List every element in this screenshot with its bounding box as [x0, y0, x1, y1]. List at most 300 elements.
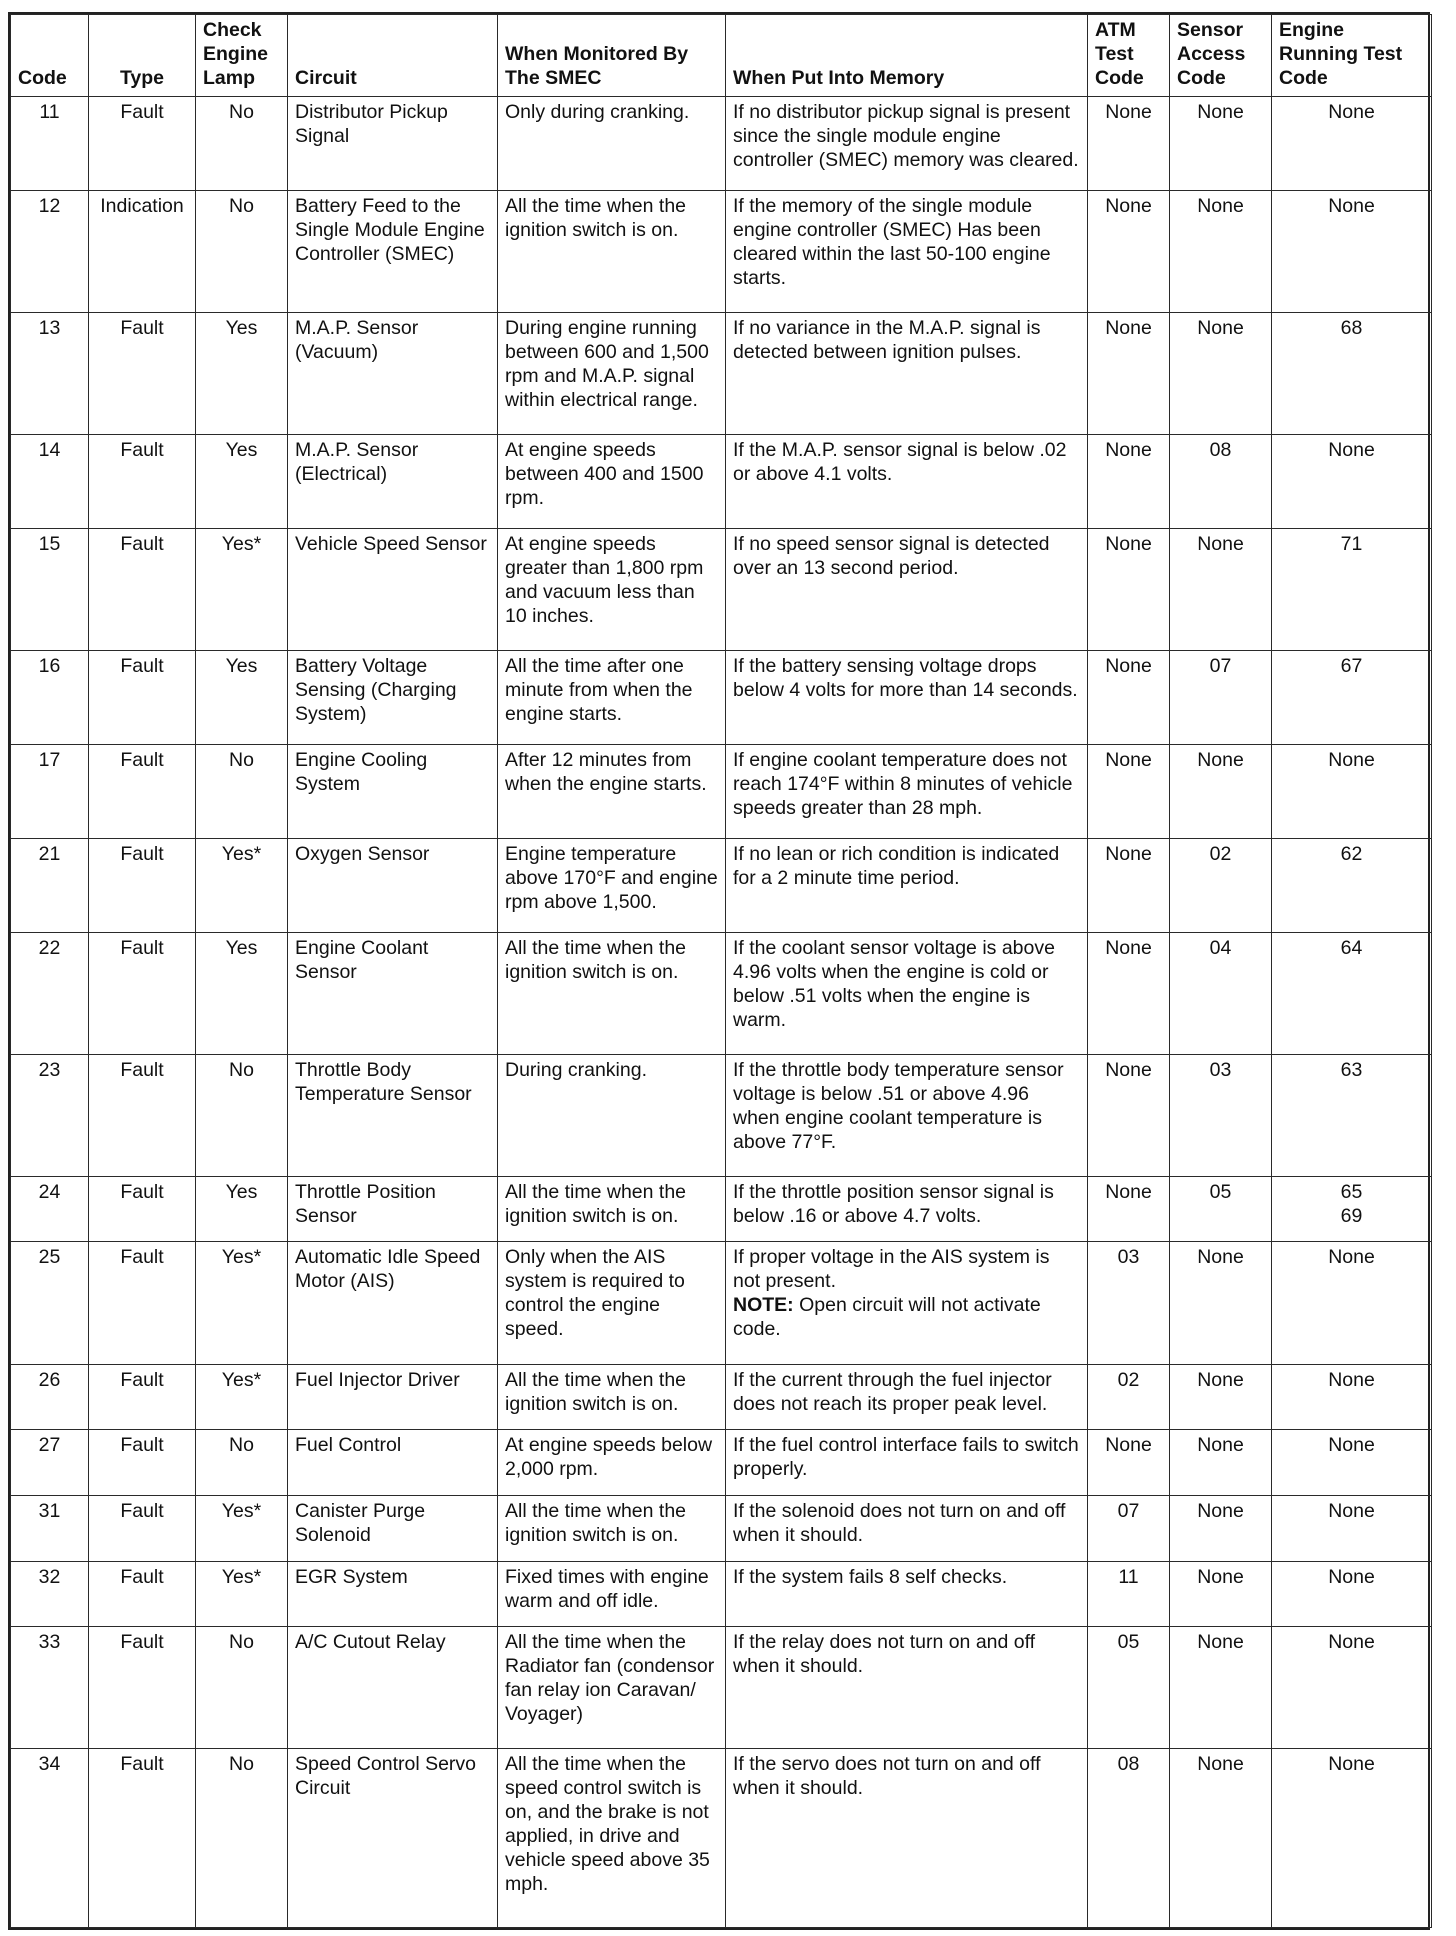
- cell-when-put-into-memory-text: If proper voltage in the AIS system is not present.: [733, 1246, 1050, 1293]
- cell-code-text: 16: [38, 654, 61, 677]
- cell-when-put-into-memory: [726, 1561, 1088, 1627]
- cell-check-engine-lamp: [196, 1364, 288, 1430]
- table-row: [11, 97, 1432, 191]
- cell-circuit: [288, 1364, 498, 1430]
- cell-when-monitored-text: All the time when the ignition switch is on.: [505, 1180, 687, 1227]
- cell-check-engine-lamp-text: Yes*: [221, 532, 262, 555]
- cell-check-engine-lamp: [196, 528, 288, 650]
- cell-sensor-access-code-text: 03: [1209, 1058, 1232, 1081]
- cell-circuit-text: Throttle Body Temperature Sensor: [295, 1058, 472, 1105]
- cell-atm-test-code-text: None: [1105, 1058, 1152, 1081]
- cell-engine-running-test-code-text: None: [1328, 194, 1375, 217]
- cell-check-engine-lamp-text: No: [229, 1753, 254, 1776]
- cell-when-put-into-memory-text: If the current through the fuel injector does not reach its proper peak level.: [733, 1368, 1052, 1415]
- cell-circuit: [288, 1054, 498, 1176]
- cell-check-engine-lamp-text: No: [229, 194, 254, 217]
- cell-when-put-into-memory: [726, 312, 1088, 434]
- cell-engine-running-test-code-text: None: [1328, 1434, 1375, 1457]
- cell-type-text: Fault: [120, 1434, 164, 1457]
- cell-when-monitored: [498, 1430, 726, 1496]
- cell-type-text: Fault: [120, 748, 164, 771]
- cell-code: [11, 528, 89, 650]
- cell-check-engine-lamp-text: No: [229, 101, 254, 123]
- cell-circuit-text: Throttle Position Sensor: [295, 1180, 436, 1227]
- cell-engine-running-test-code-text: 63: [1340, 1058, 1363, 1081]
- cell-sensor-access-code: [1170, 312, 1272, 434]
- cell-sensor-access-code: [1170, 744, 1272, 838]
- cell-when-put-into-memory-text: If the system fails 8 self checks.: [733, 1565, 1008, 1588]
- cell-when-monitored-text: All the time when the ignition switch is on.: [505, 1499, 687, 1546]
- cell-circuit: [288, 1176, 498, 1242]
- cell-atm-test-code-text: 02: [1117, 1368, 1140, 1391]
- cell-code: [11, 1054, 89, 1176]
- cell-circuit: [288, 1242, 498, 1364]
- cell-type-text: Fault: [120, 1631, 164, 1654]
- cell-type-text: Indication: [100, 194, 184, 217]
- cell-sensor-access-code-text: None: [1197, 101, 1244, 123]
- cell-when-monitored: [498, 838, 726, 932]
- cell-engine-running-test-code: [1272, 1749, 1432, 1928]
- header-atm-test-code: ATM Test Code: [1088, 15, 1170, 97]
- header-code: Code: [11, 15, 89, 97]
- cell-circuit: [288, 1749, 498, 1928]
- cell-when-put-into-memory: [726, 1242, 1088, 1364]
- cell-code: [11, 838, 89, 932]
- cell-check-engine-lamp: [196, 1561, 288, 1627]
- header-sensor-access-code: Sensor Access Code: [1170, 15, 1272, 97]
- table-row: [11, 650, 1432, 744]
- cell-atm-test-code: [1088, 1430, 1170, 1496]
- cell-atm-test-code-text: None: [1105, 936, 1152, 959]
- table-row: [11, 312, 1432, 434]
- cell-engine-running-test-code-text: None: [1328, 748, 1375, 771]
- cell-when-monitored: [498, 97, 726, 191]
- cell-check-engine-lamp: [196, 1242, 288, 1364]
- cell-check-engine-lamp-text: No: [229, 1058, 254, 1081]
- cell-code-text: 25: [38, 1246, 61, 1269]
- cell-code-text: 33: [38, 1631, 61, 1654]
- fault-code-table: [10, 14, 1432, 1928]
- cell-atm-test-code: [1088, 1176, 1170, 1242]
- cell-check-engine-lamp: [196, 744, 288, 838]
- cell-atm-test-code-text: 11: [1118, 1565, 1139, 1588]
- cell-circuit-text: M.A.P. Sensor (Electrical): [295, 439, 419, 486]
- cell-type-text: Fault: [120, 1368, 164, 1391]
- cell-sensor-access-code-text: None: [1197, 1246, 1244, 1269]
- cell-when-put-into-memory: [726, 1176, 1088, 1242]
- cell-when-put-into-memory-text: If the fuel control interface fails to switch properly.: [733, 1434, 1079, 1481]
- cell-engine-running-test-code-text: None: [1328, 1368, 1375, 1391]
- cell-when-monitored-text: After 12 minutes from when the engine starts.: [505, 748, 707, 795]
- table-row: [11, 1176, 1432, 1242]
- cell-code: [11, 932, 89, 1054]
- cell-engine-running-test-code-text: 71: [1340, 532, 1363, 555]
- cell-engine-running-test-code: [1272, 650, 1432, 744]
- cell-atm-test-code-text: None: [1105, 842, 1152, 865]
- cell-when-put-into-memory-text: If the throttle position sensor signal is below .16 or above 4.7 volts.: [733, 1180, 1054, 1227]
- table-row: [11, 932, 1432, 1054]
- cell-code-text: 14: [38, 439, 61, 462]
- cell-engine-running-test-code: [1272, 1176, 1432, 1242]
- cell-sensor-access-code: [1170, 97, 1272, 191]
- cell-check-engine-lamp: [196, 435, 288, 529]
- cell-when-monitored-text: All the time when the Radiator fan (condensor fan relay ion Caravan/ Voyager): [505, 1631, 715, 1726]
- cell-when-monitored: [498, 1242, 726, 1364]
- cell-atm-test-code-text: None: [1105, 1434, 1152, 1457]
- cell-code: [11, 190, 89, 312]
- cell-code: [11, 312, 89, 434]
- cell-check-engine-lamp-text: Yes: [225, 1180, 258, 1203]
- cell-sensor-access-code: [1170, 1561, 1272, 1627]
- cell-type-text: Fault: [120, 1565, 164, 1588]
- cell-type-text: Fault: [120, 1499, 164, 1522]
- cell-circuit: [288, 312, 498, 434]
- header-check-engine-lamp: Check Engine Lamp: [196, 15, 288, 97]
- cell-when-put-into-memory: [726, 97, 1088, 191]
- cell-type: [89, 97, 196, 191]
- cell-engine-running-test-code-text: None: [1328, 1631, 1375, 1654]
- cell-code: [11, 1430, 89, 1496]
- cell-circuit: [288, 97, 498, 191]
- cell-check-engine-lamp-text: No: [229, 748, 254, 771]
- cell-atm-test-code: [1088, 1561, 1170, 1627]
- cell-code: [11, 435, 89, 529]
- cell-circuit-text: Engine Coolant Sensor: [295, 936, 429, 983]
- cell-code-text: 21: [38, 842, 61, 865]
- cell-when-monitored-text: Only during cranking.: [505, 101, 690, 123]
- cell-atm-test-code-text: None: [1105, 1180, 1152, 1203]
- cell-circuit-text: Speed Control Servo Circuit: [295, 1753, 477, 1800]
- cell-when-monitored: [498, 1749, 726, 1928]
- cell-sensor-access-code: [1170, 1242, 1272, 1364]
- cell-circuit: [288, 838, 498, 932]
- cell-sensor-access-code-text: 02: [1209, 842, 1232, 865]
- cell-atm-test-code: [1088, 1495, 1170, 1561]
- cell-check-engine-lamp: [196, 312, 288, 434]
- cell-circuit: [288, 528, 498, 650]
- cell-type-text: Fault: [120, 532, 164, 555]
- cell-when-monitored-text: Fixed times with engine warm and off idle.: [505, 1565, 709, 1612]
- cell-check-engine-lamp: [196, 190, 288, 312]
- cell-when-monitored: [498, 1627, 726, 1749]
- table-row: [11, 1054, 1432, 1176]
- cell-atm-test-code: [1088, 650, 1170, 744]
- cell-sensor-access-code: [1170, 1176, 1272, 1242]
- cell-code: [11, 1495, 89, 1561]
- cell-type-text: Fault: [120, 439, 164, 462]
- cell-when-monitored: [498, 528, 726, 650]
- cell-circuit-text: Engine Cooling System: [295, 748, 428, 795]
- cell-when-put-into-memory: [726, 190, 1088, 312]
- cell-check-engine-lamp-text: Yes*: [221, 1246, 262, 1269]
- cell-when-put-into-memory-text: If no lean or rich condition is indicated for a 2 minute time period.: [733, 842, 1060, 889]
- cell-check-engine-lamp: [196, 650, 288, 744]
- cell-atm-test-code: [1088, 190, 1170, 312]
- cell-circuit-text: M.A.P. Sensor (Vacuum): [295, 316, 419, 363]
- cell-atm-test-code: [1088, 435, 1170, 529]
- cell-circuit-text: A/C Cutout Relay: [295, 1631, 446, 1654]
- cell-circuit: [288, 1495, 498, 1561]
- cell-engine-running-test-code-text: 64: [1340, 936, 1363, 959]
- table-row: [11, 1430, 1432, 1496]
- cell-when-put-into-memory-text: If engine coolant temperature does not reach 174°F within 8 minutes of vehicle speeds greater than 28 mph.: [733, 748, 1073, 819]
- cell-when-monitored: [498, 932, 726, 1054]
- cell-engine-running-test-code-text: 68: [1340, 316, 1363, 339]
- cell-code: [11, 1176, 89, 1242]
- table-body: [11, 97, 1432, 1928]
- cell-check-engine-lamp: [196, 97, 288, 191]
- cell-when-put-into-memory: [726, 1627, 1088, 1749]
- table-row: [11, 838, 1432, 932]
- cell-code-text: 32: [38, 1565, 61, 1588]
- cell-atm-test-code: [1088, 312, 1170, 434]
- table-row: [11, 435, 1432, 529]
- cell-check-engine-lamp: [196, 1054, 288, 1176]
- cell-circuit-text: Distributor Pickup Signal: [295, 101, 448, 147]
- cell-type-text: Fault: [120, 842, 164, 865]
- cell-when-put-into-memory-text: If the battery sensing voltage drops below 4 volts for more than 14 seconds.: [733, 654, 1078, 701]
- cell-type-text: Fault: [120, 1246, 164, 1269]
- cell-when-monitored-text: During engine running between 600 and 1,500 rpm and M.A.P. signal within electrical range.: [505, 316, 709, 411]
- table-row: [11, 1561, 1432, 1627]
- cell-sensor-access-code-text: None: [1197, 194, 1244, 217]
- cell-when-put-into-memory: [726, 838, 1088, 932]
- cell-check-engine-lamp-text: Yes: [225, 936, 258, 959]
- header-when-monitored: When Monitored By The SMEC: [498, 15, 726, 97]
- cell-circuit: [288, 932, 498, 1054]
- cell-type: [89, 190, 196, 312]
- cell-when-monitored-text: All the time when the ignition switch is on.: [505, 936, 687, 983]
- cell-engine-running-test-code-text: None: [1328, 101, 1375, 123]
- cell-sensor-access-code-text: None: [1197, 1631, 1244, 1654]
- cell-atm-test-code-text: 05: [1117, 1631, 1140, 1654]
- cell-when-put-into-memory-text: If the M.A.P. sensor signal is below .02 or above 4.1 volts.: [733, 439, 1067, 486]
- cell-type: [89, 1364, 196, 1430]
- cell-engine-running-test-code: [1272, 435, 1432, 529]
- diagnostic-code-chart: [8, 12, 1430, 1930]
- table-row: [11, 528, 1432, 650]
- note-text: Open circuit will not activate code.: [733, 1294, 1041, 1341]
- cell-engine-running-test-code-text: None: [1328, 1499, 1375, 1522]
- cell-sensor-access-code: [1170, 932, 1272, 1054]
- cell-sensor-access-code-text: None: [1197, 748, 1244, 771]
- cell-when-monitored: [498, 1495, 726, 1561]
- cell-type-text: Fault: [120, 654, 164, 677]
- cell-sensor-access-code: [1170, 650, 1272, 744]
- note-label: NOTE:: [733, 1294, 794, 1317]
- cell-sensor-access-code: [1170, 1054, 1272, 1176]
- cell-circuit-text: EGR System: [295, 1565, 408, 1588]
- cell-sensor-access-code: [1170, 1495, 1272, 1561]
- cell-engine-running-test-code-text: 67: [1340, 654, 1363, 677]
- cell-check-engine-lamp: [196, 838, 288, 932]
- cell-type-text: Fault: [120, 1058, 164, 1081]
- cell-check-engine-lamp: [196, 1749, 288, 1928]
- cell-check-engine-lamp: [196, 1176, 288, 1242]
- cell-when-monitored-text: At engine speeds below 2,000 rpm.: [505, 1434, 713, 1481]
- cell-when-put-into-memory: [726, 1749, 1088, 1928]
- cell-type: [89, 1627, 196, 1749]
- cell-atm-test-code-text: 03: [1117, 1246, 1140, 1269]
- cell-when-monitored: [498, 1561, 726, 1627]
- cell-type: [89, 932, 196, 1054]
- cell-code-text: 27: [38, 1434, 61, 1457]
- cell-type: [89, 1054, 196, 1176]
- cell-engine-running-test-code-text: None: [1328, 1565, 1375, 1588]
- cell-code-text: 12: [38, 194, 61, 217]
- cell-when-put-into-memory: [726, 1364, 1088, 1430]
- cell-circuit-text: Automatic Idle Speed Motor (AIS): [295, 1246, 481, 1293]
- cell-when-put-into-memory: [726, 1495, 1088, 1561]
- header-type: Type: [89, 15, 196, 97]
- cell-when-put-into-memory-text: If no distributor pickup signal is present since the single module engine controller (SMEC) memory was cleared.: [733, 101, 1079, 171]
- cell-type: [89, 1749, 196, 1928]
- cell-circuit-text: Oxygen Sensor: [295, 842, 430, 865]
- cell-circuit-text: Battery Voltage Sensing (Charging System): [295, 654, 457, 725]
- cell-circuit-text: Fuel Injector Driver: [295, 1368, 460, 1391]
- cell-engine-running-test-code: [1272, 744, 1432, 838]
- cell-engine-running-test-code: [1272, 1364, 1432, 1430]
- cell-when-monitored: [498, 1364, 726, 1430]
- cell-type-text: Fault: [120, 101, 164, 123]
- cell-engine-running-test-code: [1272, 312, 1432, 434]
- cell-atm-test-code: [1088, 932, 1170, 1054]
- cell-atm-test-code: [1088, 1364, 1170, 1430]
- cell-when-put-into-memory-text: If no variance in the M.A.P. signal is detected between ignition pulses.: [733, 316, 1041, 363]
- cell-engine-running-test-code: [1272, 1561, 1432, 1627]
- cell-sensor-access-code: [1170, 528, 1272, 650]
- table-row: [11, 1364, 1432, 1430]
- cell-type: [89, 650, 196, 744]
- header-engine-running-test-code: Engine Running Test Code: [1272, 15, 1432, 97]
- cell-type: [89, 435, 196, 529]
- cell-type-text: Fault: [120, 936, 164, 959]
- cell-circuit: [288, 1561, 498, 1627]
- cell-atm-test-code-text: None: [1105, 316, 1152, 339]
- header-row: [11, 15, 1432, 97]
- cell-type: [89, 838, 196, 932]
- cell-code: [11, 97, 89, 191]
- cell-engine-running-test-code: [1272, 97, 1432, 191]
- cell-code-text: 31: [38, 1499, 61, 1522]
- cell-check-engine-lamp: [196, 1430, 288, 1496]
- cell-engine-running-test-code: [1272, 1627, 1432, 1749]
- cell-engine-running-test-code: [1272, 1495, 1432, 1561]
- header-when-put-into-memory: When Put Into Memory: [726, 15, 1088, 97]
- table-row: [11, 744, 1432, 838]
- cell-when-put-into-memory-text: If no speed sensor signal is detected over an 13 second period.: [733, 532, 1050, 579]
- cell-check-engine-lamp-text: Yes*: [221, 842, 262, 865]
- cell-sensor-access-code-text: None: [1197, 1753, 1244, 1776]
- cell-atm-test-code-text: 07: [1117, 1499, 1140, 1522]
- cell-atm-test-code-text: None: [1105, 101, 1152, 123]
- cell-code: [11, 1749, 89, 1928]
- cell-atm-test-code: [1088, 1627, 1170, 1749]
- cell-sensor-access-code-text: 07: [1209, 654, 1232, 677]
- cell-code-text: 15: [38, 532, 61, 555]
- cell-sensor-access-code: [1170, 1364, 1272, 1430]
- cell-engine-running-test-code: [1272, 1054, 1432, 1176]
- cell-when-monitored-text: All the time after one minute from when the engine starts.: [505, 654, 693, 725]
- cell-when-monitored-text: Only when the AIS system is required to control the engine speed.: [505, 1246, 685, 1341]
- cell-type: [89, 1176, 196, 1242]
- cell-when-put-into-memory-text: If the solenoid does not turn on and off when it should.: [733, 1499, 1066, 1546]
- cell-atm-test-code: [1088, 528, 1170, 650]
- cell-circuit-text: Vehicle Speed Sensor: [295, 532, 487, 555]
- cell-check-engine-lamp-text: Yes: [225, 439, 258, 462]
- cell-engine-running-test-code: [1272, 528, 1432, 650]
- cell-when-monitored: [498, 1176, 726, 1242]
- cell-check-engine-lamp-text: No: [229, 1631, 254, 1654]
- cell-code-text: 24: [38, 1180, 61, 1203]
- cell-type: [89, 1242, 196, 1364]
- cell-when-monitored-text: All the time when the speed control switch is on, and the brake is not applied, in drive and vehicle speed above 35 mph.: [505, 1753, 710, 1896]
- table-row: [11, 190, 1432, 312]
- cell-when-monitored: [498, 650, 726, 744]
- cell-circuit: [288, 190, 498, 312]
- cell-code: [11, 650, 89, 744]
- cell-when-put-into-memory: [726, 435, 1088, 529]
- cell-check-engine-lamp-text: Yes*: [221, 1368, 262, 1391]
- cell-sensor-access-code-text: 08: [1209, 439, 1232, 462]
- cell-code: [11, 1561, 89, 1627]
- cell-atm-test-code-text: 08: [1117, 1753, 1140, 1776]
- cell-when-put-into-memory-text: If the relay does not turn on and off when it should.: [733, 1631, 1036, 1678]
- cell-code-text: 34: [38, 1753, 61, 1776]
- cell-engine-running-test-code-text: 62: [1340, 842, 1363, 865]
- cell-code-text: 23: [38, 1058, 61, 1081]
- cell-atm-test-code: [1088, 97, 1170, 191]
- cell-engine-running-test-code: [1272, 838, 1432, 932]
- cell-when-put-into-memory-text: If the memory of the single module engine controller (SMEC) Has been cleared within the last 50-100 engine starts.: [733, 194, 1051, 289]
- cell-sensor-access-code: [1170, 190, 1272, 312]
- cell-circuit: [288, 435, 498, 529]
- cell-sensor-access-code-text: None: [1197, 316, 1244, 339]
- header-circuit: Circuit: [288, 15, 498, 97]
- cell-when-monitored-text: At engine speeds between 400 and 1500 rpm.: [505, 439, 704, 510]
- cell-check-engine-lamp-text: Yes: [225, 654, 258, 677]
- cell-when-monitored: [498, 1054, 726, 1176]
- cell-when-put-into-memory: [726, 650, 1088, 744]
- cell-sensor-access-code-text: None: [1197, 532, 1244, 555]
- cell-when-monitored: [498, 435, 726, 529]
- cell-code-text: 17: [38, 748, 61, 771]
- table-row: [11, 1749, 1432, 1928]
- cell-engine-running-test-code-text: 65 69: [1340, 1180, 1363, 1227]
- cell-when-put-into-memory-text: If the throttle body temperature sensor voltage is below .51 or above 4.96 when engine coolant temperature is above 77°F.: [733, 1058, 1064, 1153]
- cell-when-put-into-memory-text: If the coolant sensor voltage is above 4.96 volts when the engine is cold or below .51 volts when the engine is warm.: [733, 936, 1055, 1031]
- cell-atm-test-code: [1088, 838, 1170, 932]
- cell-sensor-access-code-text: None: [1197, 1434, 1244, 1457]
- cell-circuit: [288, 1627, 498, 1749]
- cell-check-engine-lamp: [196, 1627, 288, 1749]
- cell-sensor-access-code: [1170, 1749, 1272, 1928]
- cell-check-engine-lamp-text: Yes*: [221, 1499, 262, 1522]
- cell-code: [11, 744, 89, 838]
- cell-engine-running-test-code: [1272, 1242, 1432, 1364]
- cell-circuit: [288, 744, 498, 838]
- cell-type: [89, 312, 196, 434]
- cell-engine-running-test-code-text: None: [1328, 1753, 1375, 1776]
- cell-when-put-into-memory: [726, 1430, 1088, 1496]
- cell-atm-test-code: [1088, 1242, 1170, 1364]
- cell-sensor-access-code: [1170, 1430, 1272, 1496]
- cell-circuit: [288, 1430, 498, 1496]
- cell-when-put-into-memory: [726, 932, 1088, 1054]
- cell-sensor-access-code-text: None: [1197, 1499, 1244, 1522]
- cell-circuit-text: Battery Feed to the Single Module Engine Controller (SMEC): [295, 194, 485, 265]
- cell-code-text: 26: [38, 1368, 61, 1391]
